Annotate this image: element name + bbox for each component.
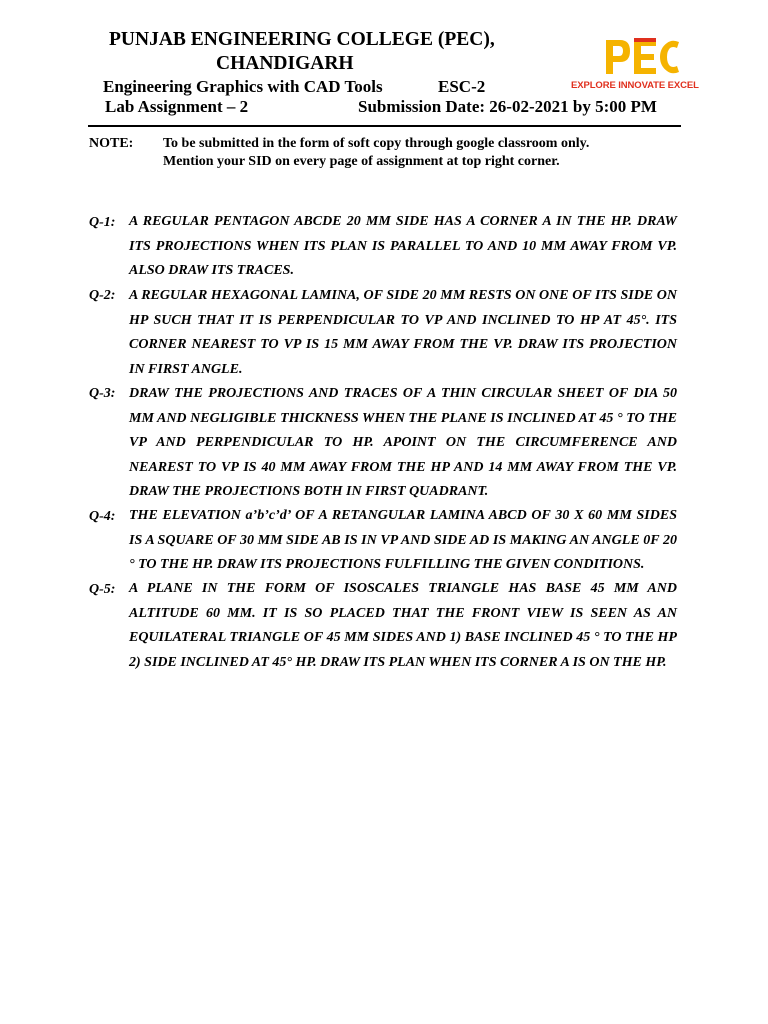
college-name-line2: CHANDIGARH — [216, 53, 354, 74]
pec-logo — [570, 36, 700, 94]
question-2-number: Q-2: — [89, 288, 116, 303]
assignment-title: Lab Assignment – 2 — [105, 97, 249, 116]
question-1-text: A REGULAR PENTAGON ABCDE 20 MM SIDE HAS A CORNER A IN THE HP. DRAW ITS PROJECTIONS WHEN ITS PLAN IS PARALLEL TO AND 10 MM AWAY FROM VP. ALSO DRAW ITS TRACES. — [129, 214, 677, 278]
college-name-line1: PUNJAB ENGINEERING COLLEGE (PEC), — [109, 29, 495, 50]
question-5-number: Q-5: — [89, 582, 116, 597]
question-4-number: Q-4: — [89, 509, 116, 524]
note-label: NOTE: — [89, 136, 134, 151]
question-5-text: A PLANE IN THE FORM OF ISOSCALES TRIANGLE HAS BASE 45 MM AND ALTITUDE 60 MM. IT IS SO PLACED THAT THE FRONT VIEW IS SEEN AS AN EQUILATERAL TRIANGLE OF 45 MM SIDES AND 1) BASE INCLINED 45 ° TO THE HP 2) SIDE INCLINED AT 45° HP. DRAW ITS PLAN WHEN ITS CORNER A IS ON THE HP. — [129, 581, 677, 670]
question-3-text: DRAW THE PROJECTIONS AND TRACES OF A THIN CIRCULAR SHEET OF DIA 50 MM AND NEGLIGIBLE THICKNESS WHEN THE PLANE IS INCLINED AT 45 ° TO THE VP AND PERPENDICULAR TO HP. APOINT ON THE CIRCUMFERENCE AND NEAREST TO VP IS 40 MM AWAY FROM THE HP AND 14 MM AWAY FROM THE VP. DRAW THE PROJECTIONS BOTH IN FIRST QUADRANT. — [129, 386, 677, 499]
course-code: ESC-2 — [438, 77, 486, 96]
header-divider — [88, 125, 681, 127]
logo-tagline: EXPLORE INNOVATE EXCEL — [571, 80, 699, 91]
submission-date: Submission Date: 26-02-2021 by 5:00 PM — [358, 97, 657, 116]
course-title: Engineering Graphics with CAD Tools — [103, 77, 383, 96]
note-line1: To be submitted in the form of soft copy through google classroom only. — [163, 136, 590, 151]
question-4-text: THE ELEVATION a’b’c’d’ OF A RETANGULAR LAMINA ABCD OF 30 X 60 MM SIDES IS A SQUARE OF 30 MM SIDE AB IS IN VP AND SIDE AD IS MAKING AN ANGLE 0F 20 ° TO THE HP. DRAW ITS PROJECTIONS FULFILLING THE GIVEN CONDITIONS. — [129, 508, 677, 572]
question-1-number: Q-1: — [89, 215, 116, 230]
question-2-text: A REGULAR HEXAGONAL LAMINA, OF SIDE 20 MM RESTS ON ONE OF ITS SIDE ON HP SUCH THAT IT IS PERPENDICULAR TO VP AND INCLINED TO HP AT 45°. ITS CORNER NEAREST TO VP IS 15 MM AWAY FROM THE VP. DRAW ITS PROJECTION IN FIRST ANGLE. — [129, 288, 677, 377]
question-3-number: Q-3: — [89, 386, 116, 401]
note-line2: Mention your SID on every page of assignment at top right corner. — [163, 154, 560, 169]
